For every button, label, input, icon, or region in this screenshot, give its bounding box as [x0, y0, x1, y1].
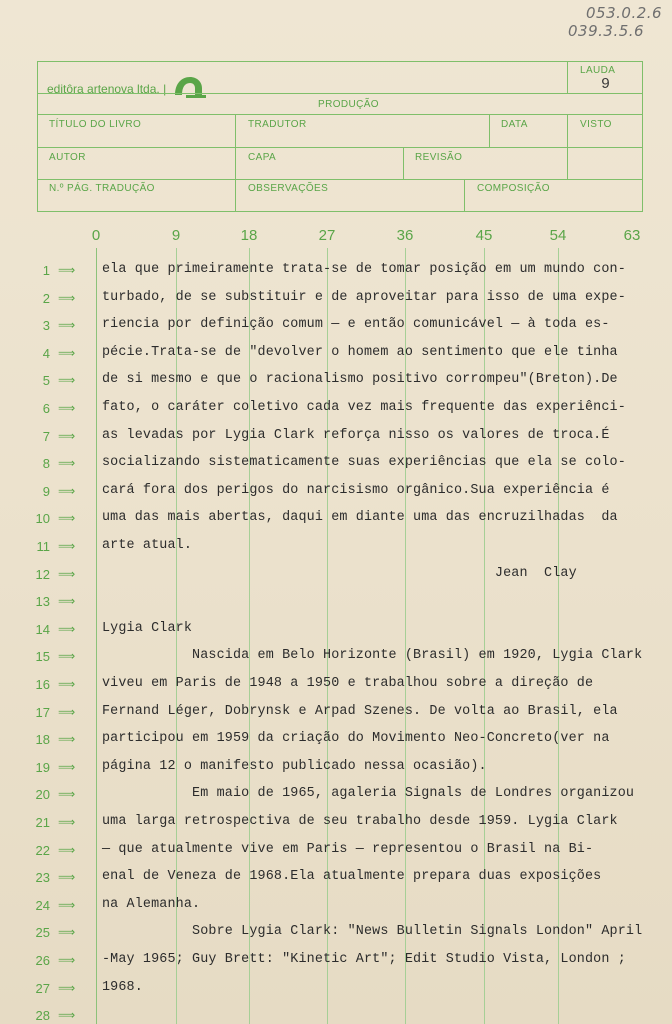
producao-heading: PRODUÇÃO — [318, 99, 379, 110]
line-arrow-icon: ⟹ — [58, 401, 76, 415]
line-number: 25 — [35, 925, 50, 941]
line-arrow-icon: ⟹ — [58, 594, 76, 609]
production-header-form — [37, 61, 643, 212]
typed-line: participou em 1959 da criação do Movimento Neo-Concreto(ver na — [102, 731, 610, 747]
line-number: 14 — [35, 621, 50, 637]
column-guide — [405, 248, 406, 1024]
line-number: 9 — [42, 483, 50, 499]
typed-line: viveu em Paris de 1948 a 1950 e trabalhou sobre a direção de — [102, 676, 594, 691]
typed-line: uma das mais abertas, daqui em diante uma das encruzilhadas da — [102, 510, 618, 526]
scale-mark: 9 — [171, 227, 181, 244]
line-arrow-icon: ⟹ — [58, 621, 76, 636]
tradutor-label: TRADUTOR — [248, 119, 307, 130]
typed-line: página 12 o manifesto publicado nessa ocasião). — [102, 758, 487, 774]
typed-line: Nascida em Belo Horizonte (Brasil) em 1920, Lygia Clark — [102, 648, 643, 664]
titulo-livro-label: TÍTULO DO LIVRO — [49, 119, 142, 130]
line-arrow-icon: ⟹ — [58, 897, 76, 912]
line-number: 1 — [42, 263, 50, 278]
line-number: 21 — [35, 815, 50, 830]
column-guide — [484, 248, 485, 1024]
line-arrow-icon: ⟹ — [58, 539, 76, 553]
typed-line: arte atual. — [102, 538, 193, 553]
line-arrow-icon: ⟹ — [58, 263, 76, 277]
scale-mark: 27 — [318, 227, 336, 244]
typed-line: pécie.Trata-se de "devolver o homem ao sentimento que ele tinha — [102, 344, 618, 360]
typed-line: ela que primeiramente trata-se de tomar posição em um mundo con- — [102, 262, 626, 277]
line-arrow-icon: ⟹ — [58, 373, 76, 388]
typed-line: na Alemanha. — [102, 896, 201, 912]
typed-line: socializando sistematicamente suas experiências que ela se colo- — [102, 455, 626, 471]
scale-mark: 63 — [623, 227, 641, 244]
line-number: 11 — [36, 539, 50, 554]
line-arrow-icon: ⟹ — [58, 925, 76, 940]
line-arrow-icon: ⟹ — [58, 677, 76, 691]
line-arrow-icon: ⟹ — [58, 428, 76, 443]
typed-line: Jean Clay — [102, 565, 577, 581]
typed-line: Sobre Lygia Clark: "News Bulletin Signals London" April — [102, 924, 643, 940]
line-arrow-icon: ⟹ — [58, 815, 76, 829]
composicao-label: COMPOSIÇÃO — [477, 183, 550, 194]
line-arrow-icon: ⟹ — [58, 787, 76, 802]
line-number: 17 — [35, 704, 50, 720]
line-number: 3 — [42, 318, 50, 334]
typed-line: enal de Veneza de 1968.Ela atualmente prepara duas exposições — [102, 869, 602, 885]
line-number: 27 — [35, 980, 50, 996]
data-label: DATA — [501, 119, 528, 130]
typed-line: uma larga retrospectiva de seu trabalho desde 1959. Lygia Clark — [102, 814, 618, 829]
line-arrow-icon: ⟹ — [58, 704, 76, 719]
line-number: 26 — [35, 953, 50, 968]
publisher-brand: editôra artenova ltda. | — [47, 75, 208, 99]
line-number: 2 — [42, 290, 50, 306]
observacoes-label: OBSERVAÇÕES — [248, 183, 329, 194]
typed-line: fato, o caráter coletivo cada vez mais frequente das experiênci- — [102, 400, 626, 415]
archive-code-1: 053.0.2.6 — [586, 4, 663, 22]
line-number: 8 — [42, 456, 50, 472]
column-guide — [249, 248, 250, 1024]
capa-label: CAPA — [248, 152, 277, 163]
scale-mark: 36 — [396, 227, 414, 244]
line-arrow-icon: ⟹ — [58, 980, 76, 995]
typed-line: 1968. — [102, 979, 143, 995]
line-number: 22 — [35, 842, 50, 858]
line-arrow-icon: ⟹ — [58, 566, 76, 581]
line-arrow-icon: ⟹ — [58, 290, 76, 305]
line-number: 13 — [35, 594, 50, 610]
line-number: 7 — [42, 428, 50, 444]
line-arrow-icon: ⟹ — [58, 456, 76, 471]
lauda-label: LAUDA — [580, 65, 616, 76]
line-number: 10 — [35, 511, 50, 527]
line-number: 19 — [35, 759, 50, 775]
typed-line: cará fora dos perigos do narcisismo orgânico.Sua experiência é — [102, 482, 610, 498]
line-number: 16 — [35, 677, 50, 692]
line-number: 23 — [35, 870, 50, 886]
lauda-number: 9 — [601, 76, 611, 93]
visto-label: VISTO — [580, 119, 612, 130]
scale-mark: 45 — [475, 227, 493, 244]
scale-mark: 0 — [91, 227, 101, 244]
line-number: 6 — [42, 401, 50, 416]
line-arrow-icon: ⟹ — [58, 318, 76, 333]
line-arrow-icon: ⟹ — [58, 732, 76, 747]
line-number: 28 — [35, 1008, 50, 1024]
line-number: 5 — [42, 373, 50, 389]
line-number: 15 — [35, 649, 50, 665]
typed-line: Fernand Léger, Dobrynsk e Arpad Szenes. De volta ao Brasil, ela — [102, 703, 618, 719]
line-number: 12 — [35, 566, 50, 582]
typed-line: -May 1965; Guy Brett: "Kinetic Art"; Edit Studio Vista, London ; — [102, 952, 626, 967]
typed-line: Em maio de 1965, agaleria Signals de Londres organizou — [102, 786, 635, 802]
publisher-logo-icon — [172, 75, 208, 99]
pag-traducao-label: N.º PÁG. TRADUÇÃO — [49, 183, 155, 194]
line-arrow-icon: ⟹ — [58, 345, 76, 360]
line-number: 24 — [35, 897, 50, 913]
line-arrow-icon: ⟹ — [58, 842, 76, 857]
typed-line: riencia por definição comum — e então comunicável — à toda es- — [102, 317, 610, 333]
line-arrow-icon: ⟹ — [58, 483, 76, 498]
scale-mark: 54 — [549, 227, 567, 244]
typed-line: turbado, de se substituir e de aproveitar para isso de uma expe- — [102, 289, 626, 305]
typed-line: as levadas por Lygia Clark reforça nisso os valores de troca.É — [102, 427, 610, 443]
scale-mark: 18 — [240, 227, 258, 244]
line-arrow-icon: ⟹ — [58, 511, 76, 526]
line-arrow-icon: ⟹ — [58, 870, 76, 885]
line-arrow-icon: ⟹ — [58, 1008, 76, 1023]
column-guide — [327, 248, 328, 1024]
typed-line: de si mesmo e que o racionalismo positivo corrompeu"(Breton).De — [102, 372, 618, 388]
revisao-label: REVISÃO — [415, 152, 463, 163]
line-number: 4 — [42, 345, 50, 361]
column-guide — [558, 248, 559, 1024]
line-arrow-icon: ⟹ — [58, 953, 76, 967]
typed-line: — que atualmente vive em Paris — representou o Brasil na Bi- — [102, 841, 594, 857]
line-number: 18 — [35, 732, 50, 748]
archive-code-2: 039.3.5.6 — [568, 22, 645, 40]
line-number: 20 — [35, 787, 50, 803]
typed-line: Lygia Clark — [102, 620, 193, 636]
line-arrow-icon: ⟹ — [58, 649, 76, 664]
autor-label: AUTOR — [49, 152, 86, 163]
left-margin-guide — [96, 248, 97, 1024]
line-arrow-icon: ⟹ — [58, 759, 76, 774]
